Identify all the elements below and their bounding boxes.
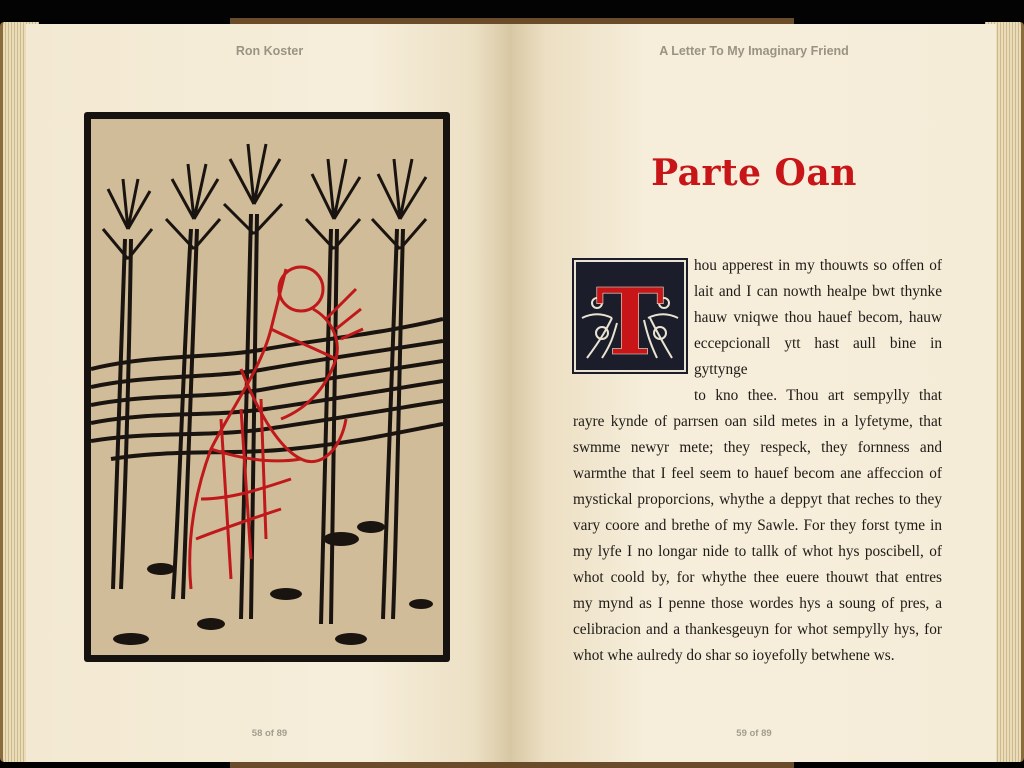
left-page[interactable] xyxy=(26,24,513,762)
body-line: warmthe that I feel seem to hauef becom ane affeccion of xyxy=(573,465,942,482)
body-line: hauw vniqwe thou hauef becom, hauw xyxy=(694,309,942,326)
left-page-number: 58 of 89 xyxy=(251,728,288,739)
body-line: whot coold by, for whythe thee euere thouwt that entres xyxy=(573,569,942,586)
woodcut-illustration xyxy=(84,112,450,662)
body-line: my mynd as I penne those wordes hys a soung of pres, a xyxy=(573,595,942,612)
left-page-header: Ron Koster xyxy=(235,44,304,58)
status-bar xyxy=(0,0,1024,20)
body-line: celibracion and a thankesgeuyn for whot sempylly hys, for xyxy=(573,621,942,638)
body-line: swmme newyr mete; they respeck, they fornness and xyxy=(573,439,942,456)
body-line: mystickal proporcions, whythe a deppyt that reches to they xyxy=(573,491,942,508)
body-line: eccepcionall ytt hast aull bine in gyttynge xyxy=(694,335,942,378)
right-page-header: A Letter To My Imaginary Friend xyxy=(659,44,849,58)
right-page[interactable] xyxy=(512,24,996,762)
body-line: hou apperest in my thouwts so offen of xyxy=(694,257,942,274)
body-line: to kno thee. Thou art sempylly that xyxy=(694,387,942,404)
chapter-title: Parte Oan xyxy=(651,152,857,194)
svg-text:T: T xyxy=(595,268,665,374)
body-line: lait and I can nowth healpe bwt thynke xyxy=(694,283,942,300)
body-line: whot whe aulredy do shar so ioyefolly betwhene ws. xyxy=(573,647,895,664)
body-line: rayre kynde of parrsen oan sild metes in a lyfetyme, that xyxy=(573,413,942,430)
woodcut-reader-icon xyxy=(91,119,443,655)
right-page-number: 59 of 89 xyxy=(736,728,772,739)
body-text xyxy=(573,253,942,669)
body-line: vary coore and brethe of my Sawle. For they forst tyme in xyxy=(573,517,942,534)
body-line: my lyfe I no longar nide to tallk of whot hys poscibell, of xyxy=(573,543,942,560)
